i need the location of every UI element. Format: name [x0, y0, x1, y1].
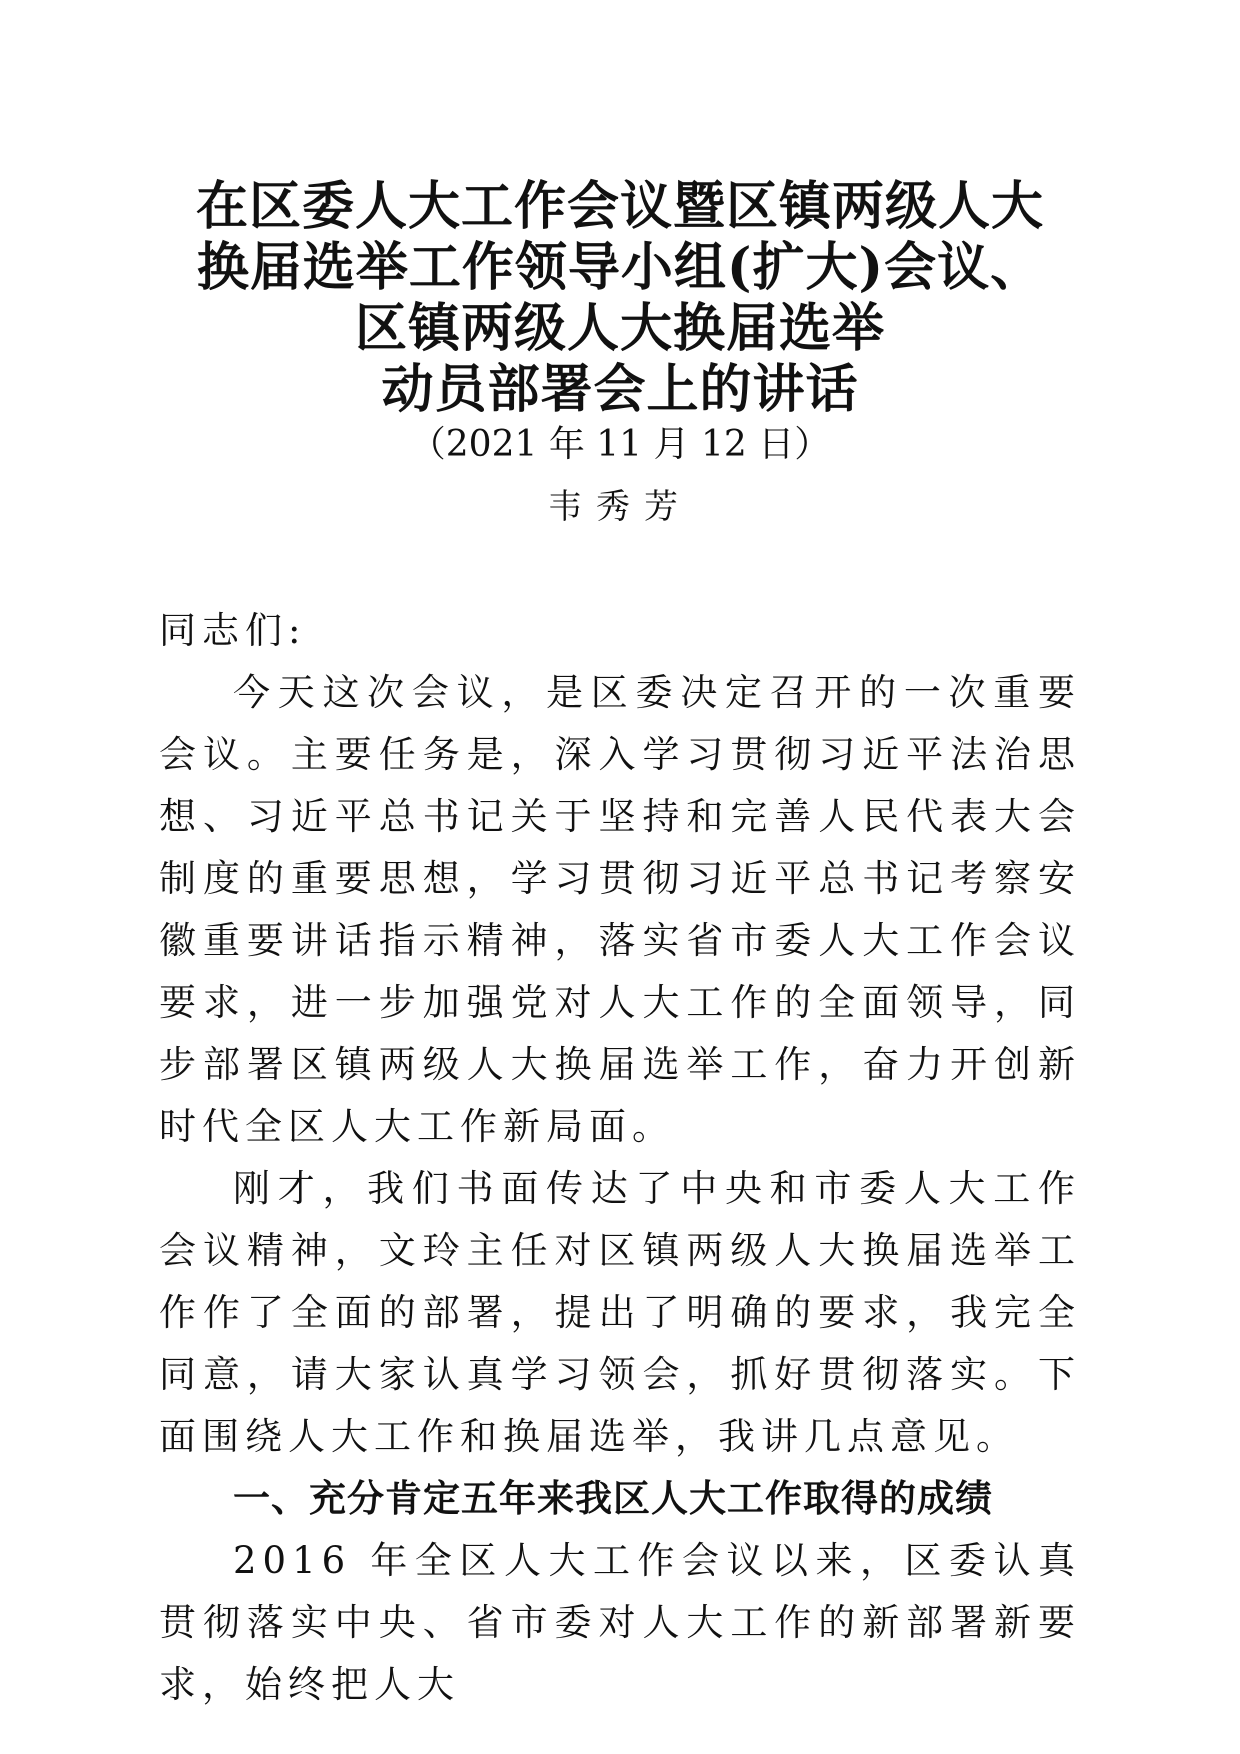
document-title	[120, 176, 1120, 420]
speaker-name: 韦秀芳	[548, 487, 692, 527]
title-line: 动员部署会上的讲话	[381, 359, 859, 420]
title-line: 区镇两级人大换届选举	[354, 298, 885, 359]
salutation: 同志们:	[159, 609, 307, 652]
paragraph: 今天这次会议，是区委决定召开的一次重要会议。主要任务是，深入学习贯彻习近平法治思想、习近平总书记关于坚持和完善人民代表大会制度的重要思想，学习贯彻习近平总书记考察安徽重要讲话指示精神，落实省市委人大工作会议要求，进一步加强党对人大工作的全面领导，同步部署区镇两级人大换届选举工作，奋力开创新时代全区人大工作新局面。	[159, 671, 1081, 1148]
paragraph: 刚才，我们书面传达了中央和市委人大工作会议精神，文玲主任对区镇两级人大换届选举工作作了全面的部署，提出了明确的要求，我完全同意，请大家认真学习领会，抓好贯彻落实。下面围绕人大工作和换届选举，我讲几点意见。	[159, 1167, 1081, 1458]
speech-date: （2021 年 11 月 12 日）	[409, 424, 831, 465]
paragraph: 2016 年全区人大工作会议以来，区委认真贯彻落实中央、省市委对人大工作的新部署新要求，始终把人大	[159, 1539, 1081, 1706]
speech-body	[159, 600, 1081, 1716]
title-line: 换届选举工作领导小组(扩大)会议、	[196, 237, 1044, 298]
title-line: 在区委人大工作会议暨区镇两级人大	[195, 176, 1044, 237]
section-heading: 一、充分肯定五年来我区人大工作取得的成绩	[233, 1477, 993, 1520]
